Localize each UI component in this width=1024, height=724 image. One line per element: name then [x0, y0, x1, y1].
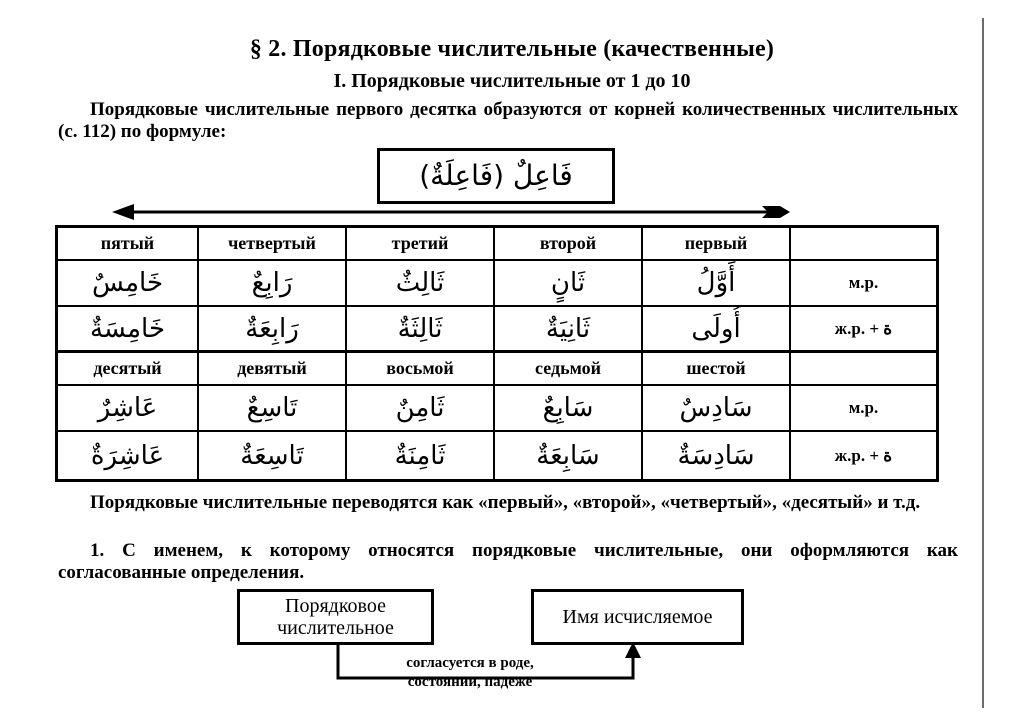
arabic-word-cell: ثَامِنٌ [347, 386, 495, 432]
arabic-word-cell: رَابِعَةٌ [199, 307, 347, 353]
table-header-cell: седьмой [495, 353, 643, 386]
agreement-line-1: согласуется в роде, [406, 655, 534, 671]
table-header-cell: третий [347, 228, 495, 261]
translation-paragraph: Порядковые числительные переводятся как «первый», «второй», «четвертый», «десятый» и т.д. [90, 492, 921, 513]
table-header-empty [791, 353, 936, 386]
arabic-word-cell: تَاسِعٌ [199, 386, 347, 432]
table-header-cell: четвертый [199, 228, 347, 261]
arabic-word-cell: ثَالِثَةٌ [347, 307, 495, 353]
counted-noun-box [531, 589, 744, 645]
arabic-word-cell: رَابِعٌ [199, 261, 347, 307]
arabic-word-cell: أُولَى [643, 307, 791, 353]
page-edge-line [982, 18, 984, 708]
counted-noun-label: Имя исчисляемое [562, 606, 713, 628]
row-label-feminine: ж.р. + ة [791, 307, 936, 353]
table-header-cell: восьмой [347, 353, 495, 386]
arabic-word-cell: عَاشِرٌ [58, 386, 199, 432]
section-subtitle: I. Порядковые числительные от 1 до 10 [333, 70, 691, 92]
table-header-cell: девятый [199, 353, 347, 386]
row-label-masculine: м.р. [791, 386, 936, 432]
arabic-word-cell: سَادِسٌ [643, 386, 791, 432]
formula-text: فَاعِلٌ (فَاعِلَةٌ) [419, 159, 573, 192]
ordinal-numeral-label: Порядковое числительное [277, 595, 394, 639]
arabic-word-cell: سَادِسَةٌ [643, 432, 791, 479]
formula-box [377, 148, 615, 204]
row-label-masculine: м.р. [791, 261, 936, 307]
table-header-cell: второй [495, 228, 643, 261]
right-to-left-arrow [112, 200, 792, 224]
ordinal-numeral-box [237, 589, 434, 645]
table-header-cell: десятый [58, 353, 199, 386]
agreement-caption [345, 654, 595, 692]
arabic-word-cell: عَاشِرَةٌ [58, 432, 199, 479]
table-header-cell: шестой [643, 353, 791, 386]
arabic-word-cell: سَابِعَةٌ [495, 432, 643, 479]
table-header-cell: первый [643, 228, 791, 261]
intro-paragraph: Порядковые числительные первого десятка образуются от корней количественных числительных (с. 112) по формуле: [58, 99, 958, 142]
arabic-word-cell: خَامِسَةٌ [58, 307, 199, 353]
agreement-line-2: состоянии, падеже [407, 674, 533, 690]
section-title: § 2. Порядковые числительные (качественные) [249, 36, 775, 62]
table-header-empty [791, 228, 936, 261]
rule-paragraph: 1. С именем, к которому относятся порядковые числительные, они оформляются как согласованные определения. [58, 540, 958, 583]
table-header-cell: пятый [58, 228, 199, 261]
arabic-word-cell: أَوَّلُ [643, 261, 791, 307]
arabic-word-cell: سَابِعٌ [495, 386, 643, 432]
arabic-word-cell: ثَامِنَةٌ [347, 432, 495, 479]
arabic-word-cell: خَامِسٌ [58, 261, 199, 307]
row-label-feminine: ж.р. + ة [834, 445, 893, 465]
arabic-word-cell: ثَانٍ [495, 261, 643, 307]
ordinals-table [55, 225, 939, 482]
arabic-word-cell: ثَالِثٌ [347, 261, 495, 307]
arabic-word-cell: ثَانِيَةٌ [495, 307, 643, 353]
arabic-word-cell: تَاسِعَةٌ [199, 432, 347, 479]
